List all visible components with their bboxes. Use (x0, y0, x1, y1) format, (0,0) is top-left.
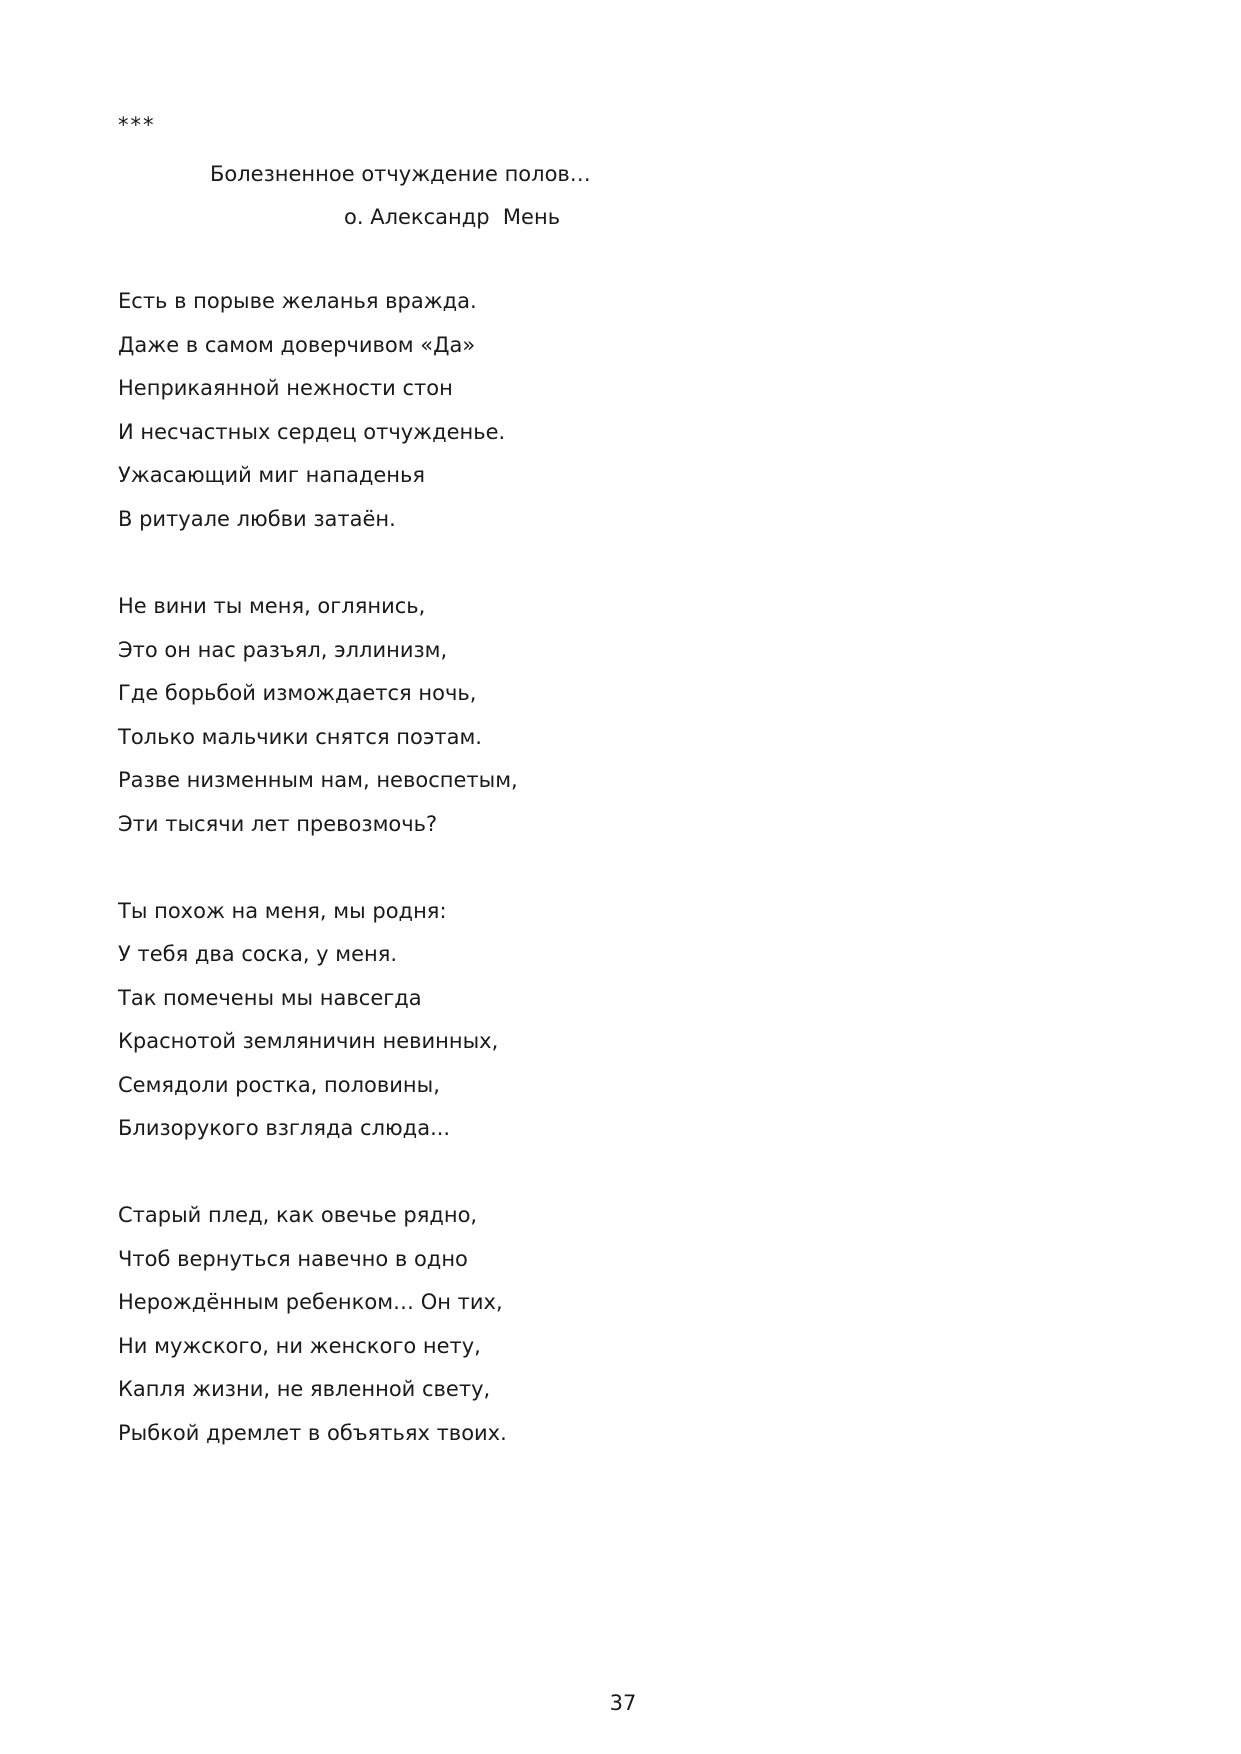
poem-line: Близорукого взгляда слюда... (118, 1116, 451, 1140)
poem-line: Даже в самом доверчивом «Да» (118, 333, 476, 357)
poem-line: Не вини ты меня, оглянись, (118, 594, 426, 618)
poem-line: Только мальчики снятся поэтам. (118, 725, 482, 749)
poem-line: Разве низменным нам, невоспетым, (118, 768, 518, 792)
section-separator-stars: *** (118, 113, 156, 137)
poem-line: Ужасающий миг нападенья (118, 463, 426, 487)
epigraph-author: о. Александр Мень (344, 205, 561, 229)
poem-line: Ты похож на меня, мы родня: (118, 899, 447, 923)
poem-line: Это он нас разъял, эллинизм, (118, 638, 448, 662)
poem-line: Есть в порыве желанья вражда. (118, 289, 477, 313)
poem-line: Где борьбой измождается ночь, (118, 681, 477, 705)
epigraph-text: Болезненное отчуждение полов… (210, 162, 591, 186)
poem-line: И несчастных сердец отчужденье. (118, 420, 506, 444)
poem-line: В ритуале любви затаён. (118, 507, 396, 531)
poem-line: Рыбкой дремлет в объятьях твоих. (118, 1421, 507, 1445)
poem-line: Так помечены мы навсегда (118, 986, 422, 1010)
poem-line: Неприкаянной нежности стон (118, 376, 453, 400)
poem-line: Краснотой земляничин невинных, (118, 1029, 499, 1053)
poem-line: Старый плед, как овечье рядно, (118, 1203, 478, 1227)
poem-line: Семядоли ростка, половины, (118, 1073, 440, 1097)
poem-line: Чтоб вернуться навечно в одно (118, 1247, 468, 1271)
poem-line: Нерождённым ребенком… Он тих, (118, 1290, 503, 1314)
poem-line: У тебя два соска, у меня. (118, 942, 398, 966)
page-number: 37 (609, 1691, 637, 1715)
poem-line: Капля жизни, не явленной свету, (118, 1377, 491, 1401)
poem-line: Ни мужского, ни женского нету, (118, 1334, 481, 1358)
poem-line: Эти тысячи лет превозмочь? (118, 812, 438, 836)
